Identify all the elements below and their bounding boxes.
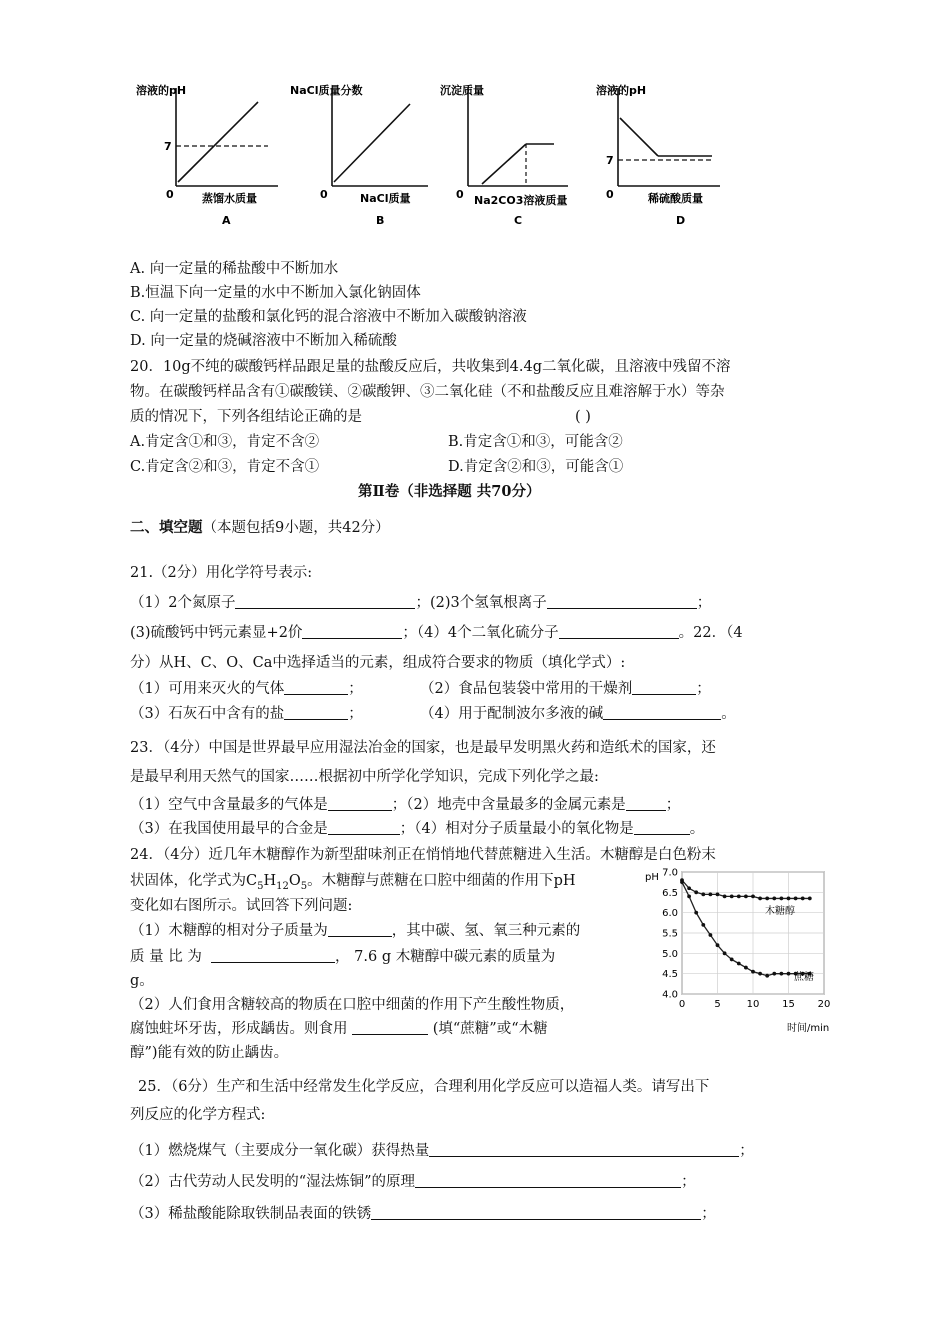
q19-d-ref: 7 [606,154,614,167]
q20-option-d: D.肯定含②和③，可能含① [448,459,624,475]
ph-chart-point [709,933,713,937]
ph-chart-point [709,892,713,896]
q25-row1 [130,1140,754,1162]
ph-chart-xtick-label: 0 [678,999,686,1010]
q19-b-label: B [376,214,385,227]
q21-item2-label: (2)3个氢氧根离子 [429,595,547,611]
q23-item3-blank[interactable] [328,820,400,835]
ph-chart-point [694,890,698,894]
q25-item2-label: （2）古代劳动人民发明的“湿法炼铜”的原理 [130,1174,416,1190]
q25-item1-label: （1）燃烧煤气（主要成分一氧化碳）获得热量 [130,1143,430,1159]
ph-chart-point [780,897,784,901]
q22-line1: 分）从H、C、O、Ca中选择适当的元素，组成符合要求的物质（填化学式）: [130,655,626,671]
q22-semi1: ； [348,681,363,697]
q21-row1 [130,592,711,614]
section2-title: 第Ⅱ卷（非选择题 共70分） [358,483,541,500]
q22-item4-label: （4）用于配制波尔多液的碱 [420,706,604,722]
q19-d-ylabel: 溶液的pH [596,84,647,97]
q24-line3: 变化如右图所示。试回答下列问题: [130,898,353,914]
q23-item3-label: （3）在我国使用最早的合金是 [130,821,328,837]
q19-a-origin: 0 [166,188,174,201]
q21-item3-blank[interactable] [302,624,402,639]
ph-chart-xtick-label: 10 [746,999,760,1010]
ph-chart-ylabel: pH [645,872,659,883]
q24-line2 [130,870,576,898]
ph-chart-point [758,972,762,976]
q20-option-c: C.肯定含②和③，肯定不含① [130,459,320,475]
ph-chart-ytick-label: 4.0 [662,989,678,1001]
ph-chart-xlabel: 时间/min [787,1023,830,1034]
q22-row2-right [420,703,736,725]
q19-b-xlabel: NaCl质量 [360,192,411,205]
q20-line1: 20．10g不纯的碳酸钙样品跟足量的盐酸反应后，共收集到4.4g二氧化碳，且溶液中残留不溶 [130,359,731,375]
q23-item4-label: （4）相对分子质量最小的氧化物是 [414,821,634,837]
part2-note: （本题包括9小题，共42分） [202,520,390,536]
ph-chart-series [680,878,812,977]
q25-row3 [130,1203,716,1225]
q21-item4-blank[interactable] [559,624,679,639]
q25-line1: 25．（6分）生产和生活中经常发生化学反应，合理利用化学反应可以造福人类。请写出下 [138,1079,710,1095]
ph-chart-ytick-label: 7.0 [662,868,678,879]
q19-b-ylabel: NaCl质量分数 [290,84,363,97]
ph-chart-label-xylitol: 木糖醇 [765,906,795,917]
q25-semi2: ； [681,1174,696,1190]
q21-item1-blank[interactable] [235,594,415,609]
q22-row1 [130,678,363,700]
ph-chart-ytick-label: 4.5 [662,969,678,981]
q24-line7: （2）人们食用含糖较高的物质在口腔中细菌的作用下产生酸性物质， [130,997,575,1013]
q25-row2 [130,1171,696,1193]
q25-semi1: ； [739,1143,754,1159]
q19-d-xlabel: 稀硫酸质量 [648,192,703,205]
q20-option-a: A.肯定含①和③，肯定不含② [130,434,320,450]
q24-item2-label: 腐蚀蛀坏牙齿，形成龋齿。则食用 [130,1021,348,1037]
q19-d-origin: 0 [606,188,614,201]
ph-chart-ytick-label: 6.5 [662,887,678,899]
ph-chart-point [701,923,705,927]
q19-a-ref: 7 [164,140,172,153]
q23-item1-label: （1）空气中含量最多的气体是 [130,797,328,813]
ph-chart-point [772,897,776,901]
ph-chart-point [716,892,720,896]
q20-option-b: B.肯定含①和③，可能含② [448,434,623,450]
q24-formula-part3: O [288,873,301,889]
q24-line6: g。 [130,973,154,989]
ph-chart-xtick-label: 20 [817,999,831,1010]
q24-line4 [130,920,580,942]
q24-carbon-mass-label: ， 7.6 g 木糖醇中碳元素的质量为 [335,949,556,965]
ph-chart-xticks [679,999,831,1010]
q19-graph-c [440,83,568,227]
q24-line1: 24．（4分）近几年木糖醇作为新型甜味剂正在悄悄地代替蔗糖进入生活。木糖醇是白色粉末 [130,847,716,863]
ph-chart-xtick-label: 5 [714,999,721,1010]
q21-row2 [130,622,743,644]
ph-chart-point [808,897,812,901]
q19-figure [128,78,738,228]
ph-chart-point [744,966,748,970]
q21-semi3: ； [402,625,417,641]
ph-chart-point [787,972,791,976]
q23-line1: 23．（4分）中国是世界最早应用湿法冶金的国家，也是最早发明黑火药和造纸术的国家，还 [130,740,716,756]
ph-chart-point [737,962,741,966]
q23-semi2: ； [665,797,681,813]
part2-heading: 二、填空题 [130,519,203,536]
q20-line3: 质的情况下，下列各组结论正确的是 [130,409,362,425]
ph-chart-point [701,892,705,896]
q22-item1-label: （1）可用来灭火的气体 [130,681,285,697]
q25-item1-blank[interactable] [429,1142,739,1157]
q24-formula-sub3: 5 [300,880,308,892]
ph-chart-point [730,895,734,899]
q22-item2-label: （2）食品包装袋中常用的干燥剂 [420,681,633,697]
q24-mass-ratio-blank[interactable] [211,948,335,963]
q19-c-ylabel: 沉淀质量 [440,84,484,97]
q24-item1-label: （1）木糖醇的相对分子质量为 [130,923,328,939]
ph-chart-point [787,897,791,901]
q19-option-c: C. 向一定量的盐酸和氯化钙的混合溶液中不断加入碳酸钠溶液 [130,309,527,325]
q22-semi2: ； [696,681,711,697]
ph-chart-ytick-label: 6.0 [662,908,678,920]
ph-chart-point [794,897,798,901]
ph-chart-point [730,958,734,962]
q23-item4-blank[interactable] [634,820,690,835]
q19-graph-a [136,83,278,227]
ph-chart-point [723,951,727,955]
q22-item3-label: （3）石灰石中含有的盐 [130,706,285,722]
q24-line4-tail: ，其中碳、氢、氧三种元素的 [391,923,581,939]
q25-line2: 列反应的化学方程式: [130,1107,266,1123]
q20-answer-paren: ( ) [575,409,591,425]
q24-line9: 醇”)能有效的防止龋齿。 [130,1045,289,1061]
ph-chart-xtick-label: 15 [782,999,795,1010]
ph-chart-point [751,970,755,974]
q21-item4-label: （4）4个二氧化硫分子 [416,625,559,641]
q25-item2-blank[interactable] [415,1173,681,1188]
q25-semi3: ； [701,1206,716,1222]
q23-line2: 是最早利用天然气的国家……根据初中所学化学知识，完成下列化学之最: [130,769,599,785]
ph-chart-point [758,897,762,901]
q24-molar-mass-blank[interactable] [328,922,392,937]
q19-option-b: B.恒温下向一定量的水中不断加入氯化钠固体 [130,285,421,301]
q22-item2-blank[interactable] [632,680,696,695]
q21-semi1: ； [415,595,430,611]
ph-chart-point [765,974,769,978]
q23-end4: 。 [689,821,705,837]
ph-chart-label-sucrose: 蔗糖 [794,972,814,983]
ph-chart [640,868,840,1036]
ph-chart-point [694,911,698,915]
ph-chart-ytick-label: 5.0 [662,948,678,960]
q23-item2-blank[interactable] [626,796,666,811]
q21-item3-label: (3)硫酸钙中钙元素显+2价 [130,625,303,641]
q24-formula-sub1: 5 [257,880,264,892]
ph-chart-point [801,897,805,901]
q22-row1-right [420,678,711,700]
ph-chart-point [772,972,776,976]
q20-line2: 物。在碳酸钙样品含有①碳酸镁、②碳酸钾、③二氧化硅（不和盐酸反应且难溶解于水）等杂 [130,384,725,400]
ph-chart-point [723,895,727,899]
ph-chart-point [680,880,684,884]
q21-end4: 。22．（4 [678,625,743,641]
ph-chart-point [687,895,691,899]
q19-graph-d [596,83,720,227]
ph-chart-point [737,895,741,899]
q21-item2-blank[interactable] [547,594,697,609]
q21-semi2: ； [696,595,712,611]
ph-chart-yticks [662,868,678,1001]
q19-b-origin: 0 [320,188,328,201]
q24-formula-sub2: 12 [276,880,289,892]
ph-chart-ytick-label: 5.5 [662,928,678,940]
q25-item3-label: （3）稀盐酸能除取铁制品表面的铁锈 [130,1206,372,1222]
q24-line2-tail: 。木糖醇与蔗糖在口腔中细菌的作用下pH [307,873,576,889]
q22-semi3: ； [348,706,363,722]
q22-row2 [130,703,363,725]
q23-row2 [130,818,704,840]
q23-semi3: ； [399,821,415,837]
q24-item2-hint: (填“蔗糖”或“木糖 [432,1021,548,1037]
q19-option-a: A. 向一定量的稀盐酸中不断加水 [130,261,339,277]
q22-item3-blank[interactable] [284,705,348,720]
q24-line5 [130,946,555,968]
q19-a-label: A [222,214,231,227]
q24-sweetener-blank[interactable] [352,1020,428,1035]
q19-graph-b [290,83,428,227]
ph-chart-point [765,897,769,901]
q23-item2-label: （2）地壳中含量最多的金属元素是 [406,797,626,813]
part2-heading-row [130,517,390,539]
ph-chart-point [751,895,755,899]
ph-chart-point [687,886,691,890]
q19-option-d: D. 向一定量的烧碱溶液中不断加入稀硫酸 [130,333,397,349]
q19-d-label: D [676,214,686,227]
q24-formula-part1: 状固体，化学式为C [130,873,258,889]
q19-c-origin: 0 [456,188,464,201]
q23-item1-blank[interactable] [328,796,392,811]
q23-semi1: ； [391,797,407,813]
q22-end4: 。 [721,706,736,722]
ph-chart-point [780,972,784,976]
q21-stem: 21.（2分）用化学符号表示: [130,565,313,581]
q22-item1-blank[interactable] [284,680,348,695]
q25-item3-blank[interactable] [371,1205,701,1220]
q21-item1-label: （1）2个氮原子 [130,595,236,611]
q19-c-label: C [514,214,523,227]
ph-chart-point [716,943,720,947]
q19-c-xlabel: Na2CO3溶液质量 [474,194,568,207]
q24-mass-ratio-label: 质 量 比 为 [130,949,202,965]
q23-row1 [130,794,680,816]
q22-item4-blank[interactable] [603,705,721,720]
ph-chart-point [744,895,748,899]
q24-formula-part2: H [263,873,277,889]
q19-a-xlabel: 蒸馏水质量 [202,192,257,205]
q24-line8 [130,1018,548,1040]
q19-a-ylabel: 溶液的pH [136,84,187,97]
